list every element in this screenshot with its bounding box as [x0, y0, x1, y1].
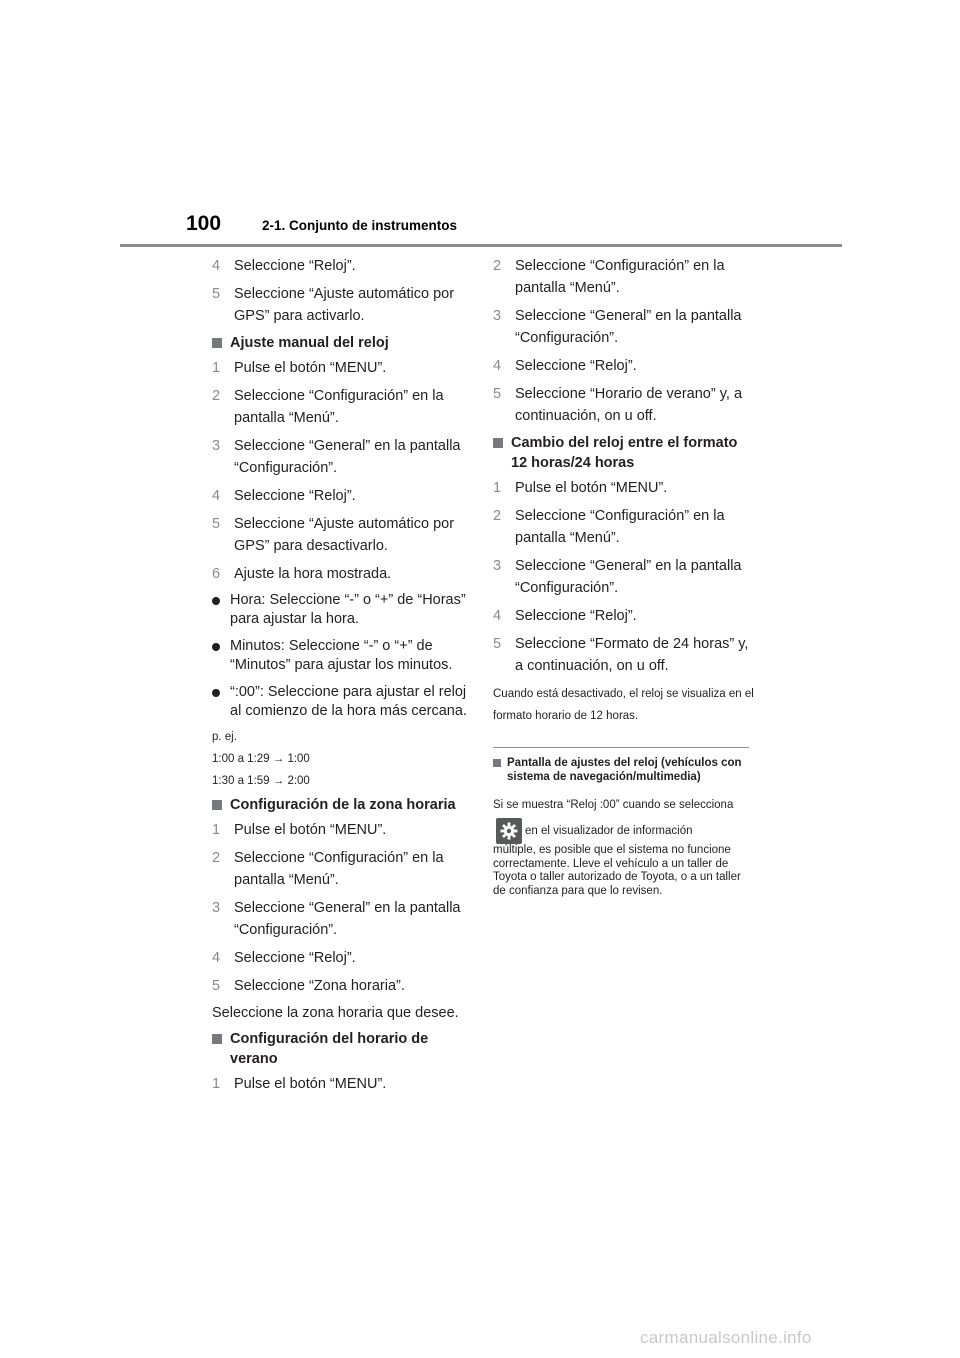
square-bullet-icon [212, 800, 222, 810]
step: 2 Seleccione “Configuración” en la pantalla “Menú”. [493, 508, 725, 546]
watermark: carmanualsonline.info [640, 1328, 812, 1347]
note-body: Si se muestra “Reloj :00” cuando se selecciona en el visualizador de información múltiple, es posible que el sistema no funcione correctamente. Lleve el vehículo a un taller de Toyota o taller autorizado de Toyota, o a un taller de confianza para que lo revisen. [493, 792, 755, 898]
subheading-dst: Configuración del horario de verano [212, 1029, 470, 1069]
square-bullet-icon [212, 338, 222, 348]
step: 4 Seleccione “Reloj”. [212, 950, 356, 966]
step: 4 Seleccione “Reloj”. [212, 488, 356, 504]
subheading-manual: Ajuste manual del reloj [212, 333, 470, 353]
step: 1 Pulse el botón “MENU”. [212, 822, 387, 838]
step: 3 Seleccione “General” en la pantalla “Configuración”. [493, 558, 742, 596]
step: 6 Ajuste la hora mostrada. [212, 566, 392, 582]
section-title: 2-1. Conjunto de instrumentos [262, 218, 458, 233]
gear-icon [496, 818, 522, 844]
square-bullet-icon [493, 438, 503, 448]
step: 3 Seleccione “General” en la pantalla “Configuración”. [212, 900, 461, 938]
step: 3 Seleccione “General” en la pantalla “Configuración”. [212, 438, 461, 476]
note-line: Si se muestra “Reloj :00” cuando se selecciona en el visualizador de información [493, 792, 755, 844]
zone-paragraph: Seleccione la zona horaria que desee. [212, 1005, 459, 1021]
note-heading: Pantalla de ajustes del reloj (vehículos con sistema de navegación/multimedia) [493, 756, 755, 784]
step: 5 Seleccione “Formato de 24 horas” y, a continuación, on u off. [493, 636, 749, 674]
example-label: p. ej. [212, 731, 237, 743]
step: 3 Seleccione “General” en la pantalla “Configuración”. [493, 308, 742, 346]
format-note: Cuando está desactivado, el reloj se visualiza en el formato horario de 12 horas. [493, 688, 754, 722]
bullet-item: Hora: Seleccione “-” o “+” de “Horas” para ajustar la hora. [212, 591, 470, 629]
bullet-dot-icon [212, 689, 220, 697]
step: 5 Seleccione “Zona horaria”. [212, 978, 405, 994]
step: 4 Seleccione “Reloj”. [493, 608, 637, 624]
square-bullet-icon [212, 1034, 222, 1044]
bullet-dot-icon [212, 597, 220, 605]
step: 5 Seleccione “Horario de verano” y, a continuación, on u off. [493, 386, 743, 424]
square-bullet-icon [493, 759, 501, 767]
step: 4 Seleccione “Reloj”. [212, 258, 356, 274]
subheading-zone: Configuración de la zona horaria [212, 795, 470, 815]
step: 1 Pulse el botón “MENU”. [212, 360, 387, 376]
bullet-item: Minutos: Seleccione “-” o “+” de “Minutos” para ajustar los minutos. [212, 637, 470, 675]
bullet-dot-icon [212, 643, 220, 651]
subheading-format: Cambio del reloj entre el formato 12 horas/24 horas [493, 433, 755, 473]
step: 5 Seleccione “Ajuste automático por GPS” para activarlo. [212, 286, 455, 324]
header-rule [120, 244, 842, 247]
note-divider [493, 747, 749, 748]
step: 2 Seleccione “Configuración” en la pantalla “Menú”. [212, 388, 444, 426]
step: 1 Pulse el botón “MENU”. [493, 480, 668, 496]
step: 2 Seleccione “Configuración” en la pantalla “Menú”. [493, 258, 725, 296]
example-line: 1:30 a 1:59 → 2:00 [212, 775, 310, 787]
left-column [212, 252, 470, 1101]
step: 2 Seleccione “Configuración” en la pantalla “Menú”. [212, 850, 444, 888]
step: 1 Pulse el botón “MENU”. [212, 1076, 387, 1092]
bullet-item: “:00”: Seleccione para ajustar el reloj al comienzo de la hora más cercana. [212, 683, 470, 721]
step: 4 Seleccione “Reloj”. [493, 358, 637, 374]
example-line: 1:00 a 1:29 → 1:00 [212, 753, 310, 765]
page-number: 100 [186, 212, 222, 235]
right-column [493, 252, 755, 898]
step: 5 Seleccione “Ajuste automático por GPS” para desactivarlo. [212, 516, 455, 554]
